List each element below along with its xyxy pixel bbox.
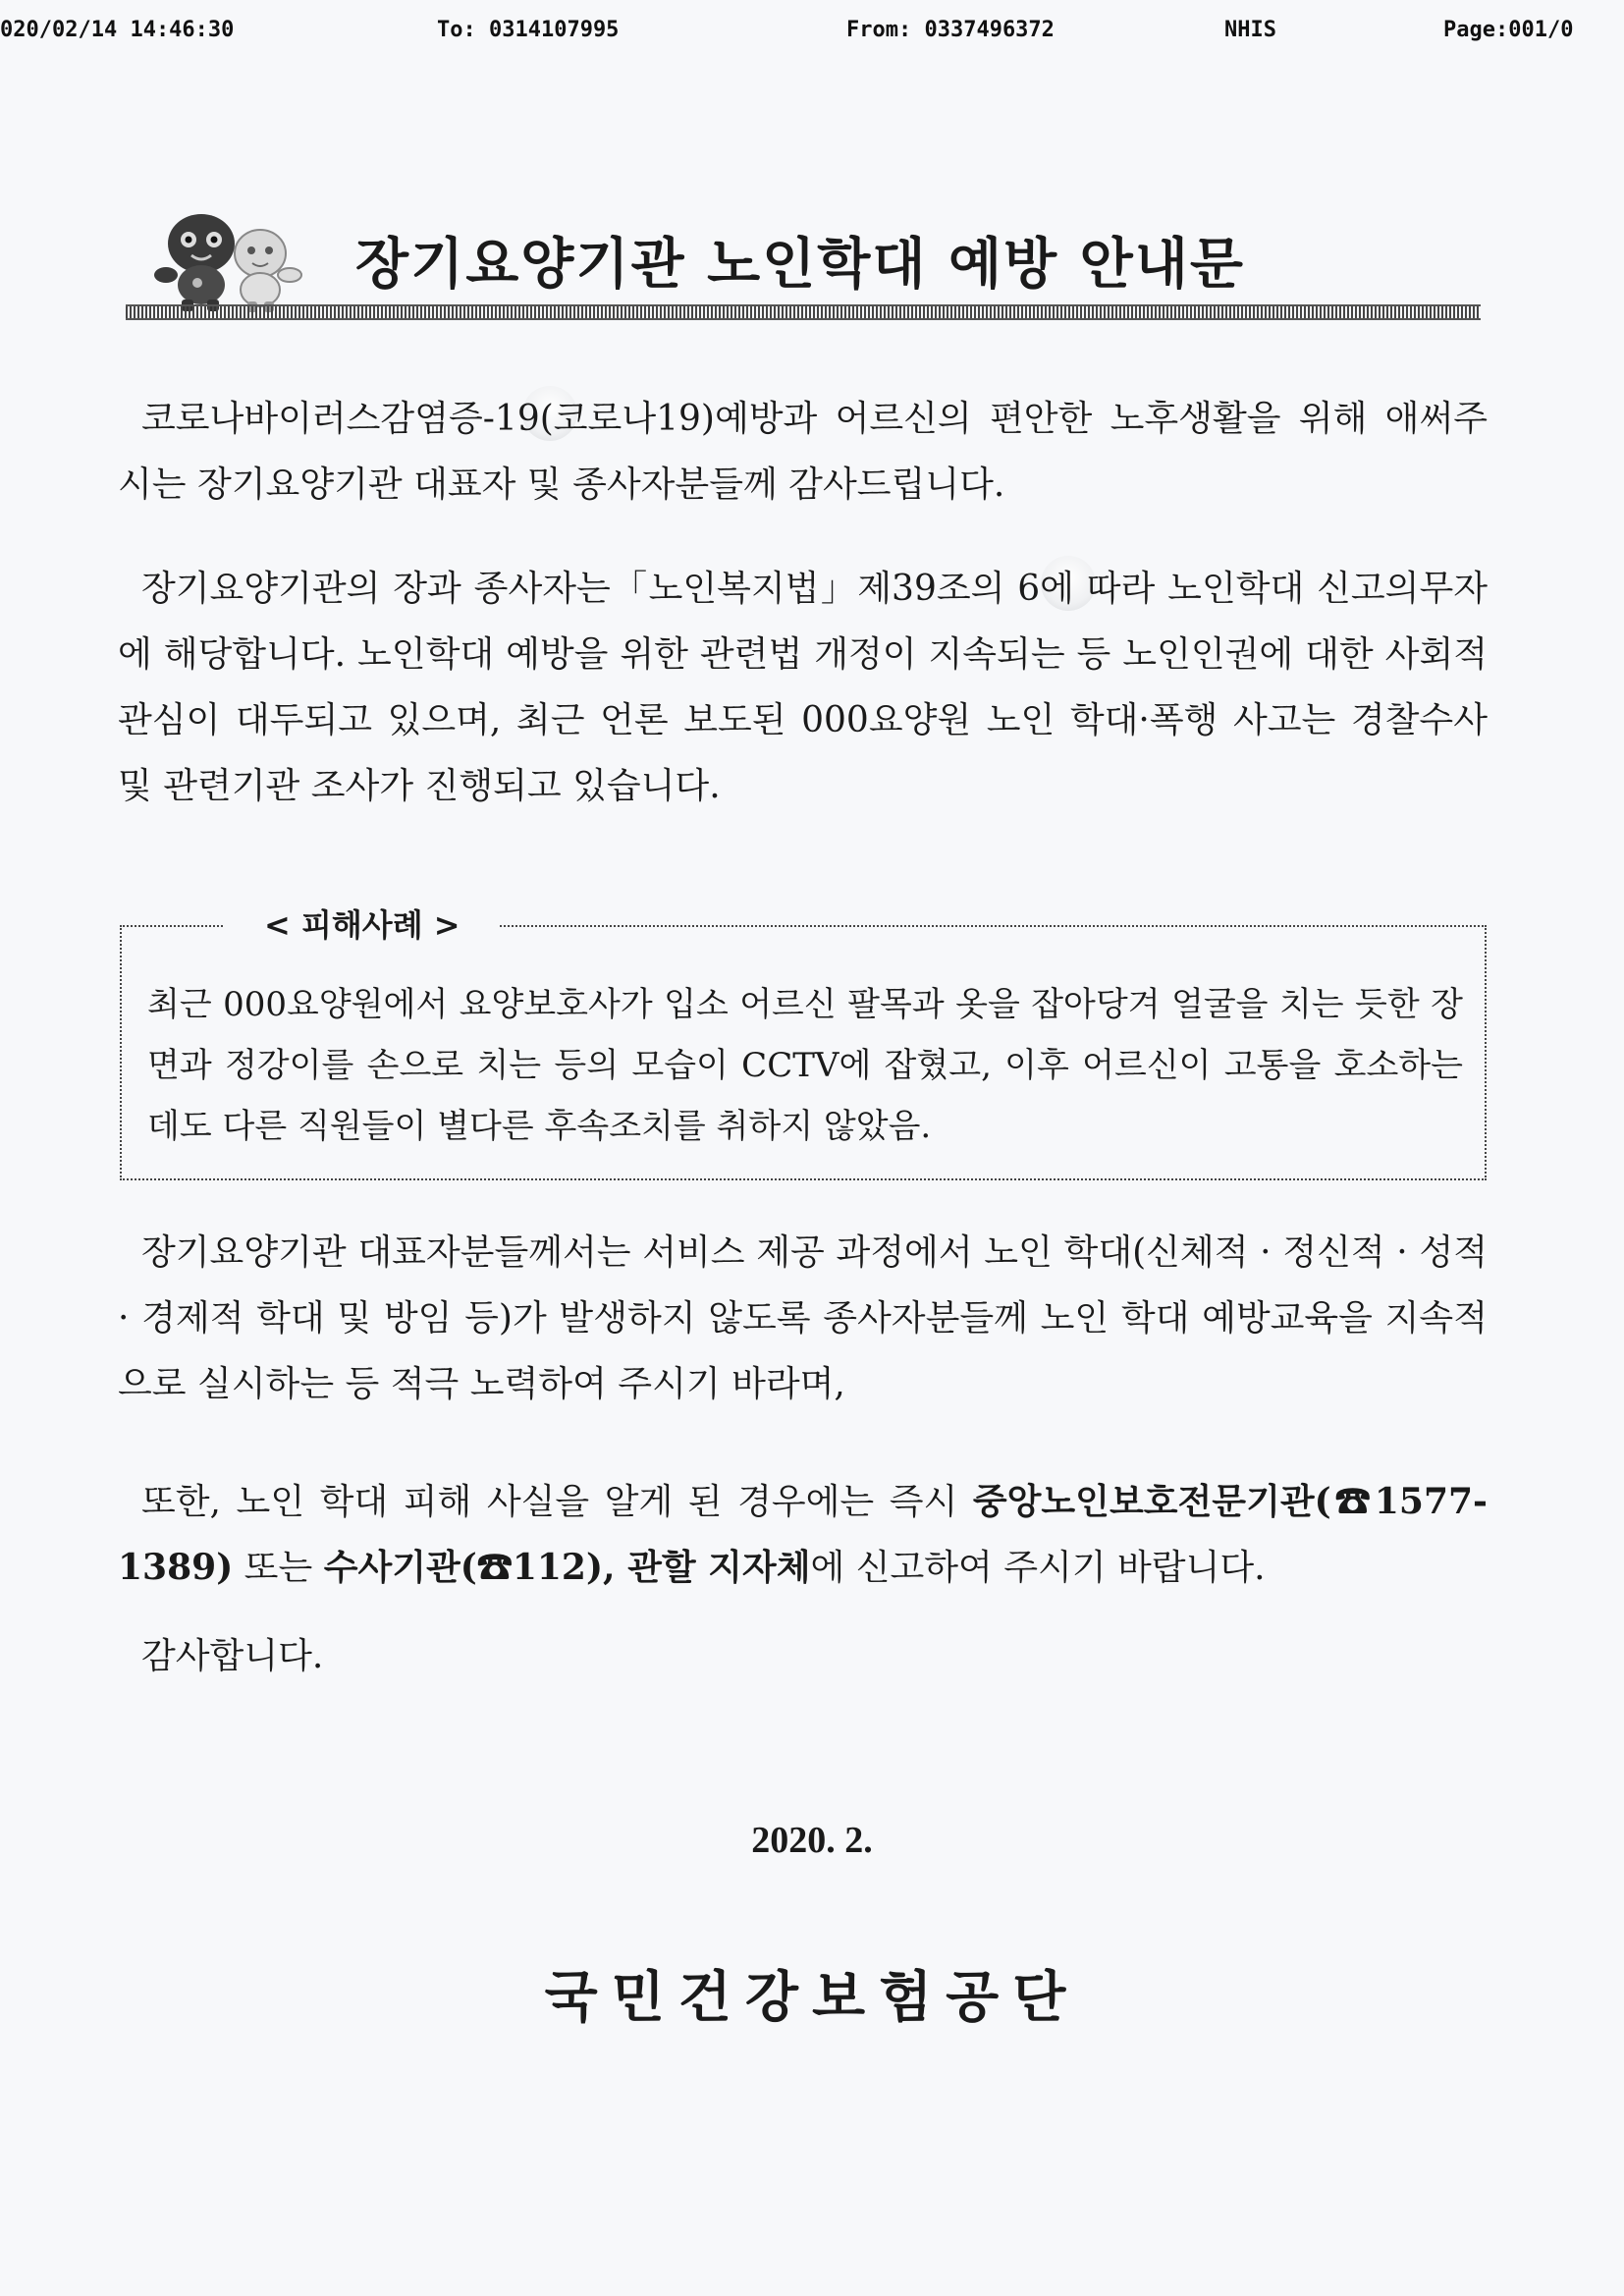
case-box: [120, 906, 1487, 1180]
fax-org: NHIS: [1224, 18, 1276, 42]
fax-to-number: To: 0314107995: [437, 18, 620, 42]
case-text: 최근 000요양원에서 요양보호사가 입소 어르신 팔목과 옷을 잡아당겨 얼굴을 치는 듯한 장면과 정강이를 손으로 치는 등의 모습이 CCTV에 잡혔고, 이후 어르신이 고통을 호소하는데도 다른 직원들이 별다른 후속조치를 취하지 않았음.: [147, 985, 1463, 1146]
paragraph-request: 장기요양기관 대표자분들께서는 서비스 제공 과정에서 노인 학대(신체적 · 정신적 · 성적 · 경제적 학대 및 방임 등)가 발생하지 않도록 종사자분들께 노인 학대 예방교육을 지속적으로 실시하는 등 적극 노력하여 주시기 바라며,: [118, 1232, 1488, 1404]
report-agency: 중앙노인보호전문기관(☎1577-1389): [118, 1481, 1488, 1588]
mascot-icon: [142, 206, 319, 314]
paragraph-intro: 코로나바이러스감염증-19(코로나19)예방과 어르신의 편안한 노후생활을 위해 애써주시는 장기요양기관 대표자 및 종사자분들께 감사드립니다.: [118, 399, 1488, 505]
report-text-post: 에 신고하여 주시기 바랍니다.: [810, 1548, 1266, 1588]
report-text-pre: 또한, 노인 학대 피해 사실을 알게 된 경우에는 즉시: [141, 1482, 973, 1522]
fax-page: Page:001/0: [1443, 18, 1574, 42]
issuing-organization: 국민건강보험공단: [544, 1965, 1080, 2030]
page-title: 장기요양기관 노인학대 예방 안내문: [355, 233, 1245, 297]
case-label: < 피해사례 >: [225, 901, 500, 946]
paragraph-thanks: 감사합니다.: [141, 1636, 324, 1676]
fax-header: [0, 14, 1624, 53]
fax-timestamp: 020/02/14 14:46:30: [0, 18, 235, 42]
paragraph-report: [118, 1469, 1488, 1601]
paragraph-legal-duty: 장기요양기관의 장과 종사자는「노인복지법」제39조의 6에 따라 노인학대 신고의무자에 해당합니다. 노인학대 예방을 위한 관련법 개정이 지속되는 등 노인인권에 대한 사회적 관심이 대두되고 있으며, 최근 언론 보도된 000요양원 노인 학대·폭행 사고는 경찰수사 및 관련기관 조사가 진행되고 있습니다.: [118, 569, 1488, 806]
fax-from-number: From: 0337496372: [846, 18, 1055, 42]
document-date: 2020. 2.: [751, 1820, 873, 1861]
report-text-mid: 또는: [233, 1548, 324, 1588]
title-divider: [126, 304, 1481, 320]
report-police: 수사기관(☎112), 관할 지자체: [323, 1547, 811, 1588]
